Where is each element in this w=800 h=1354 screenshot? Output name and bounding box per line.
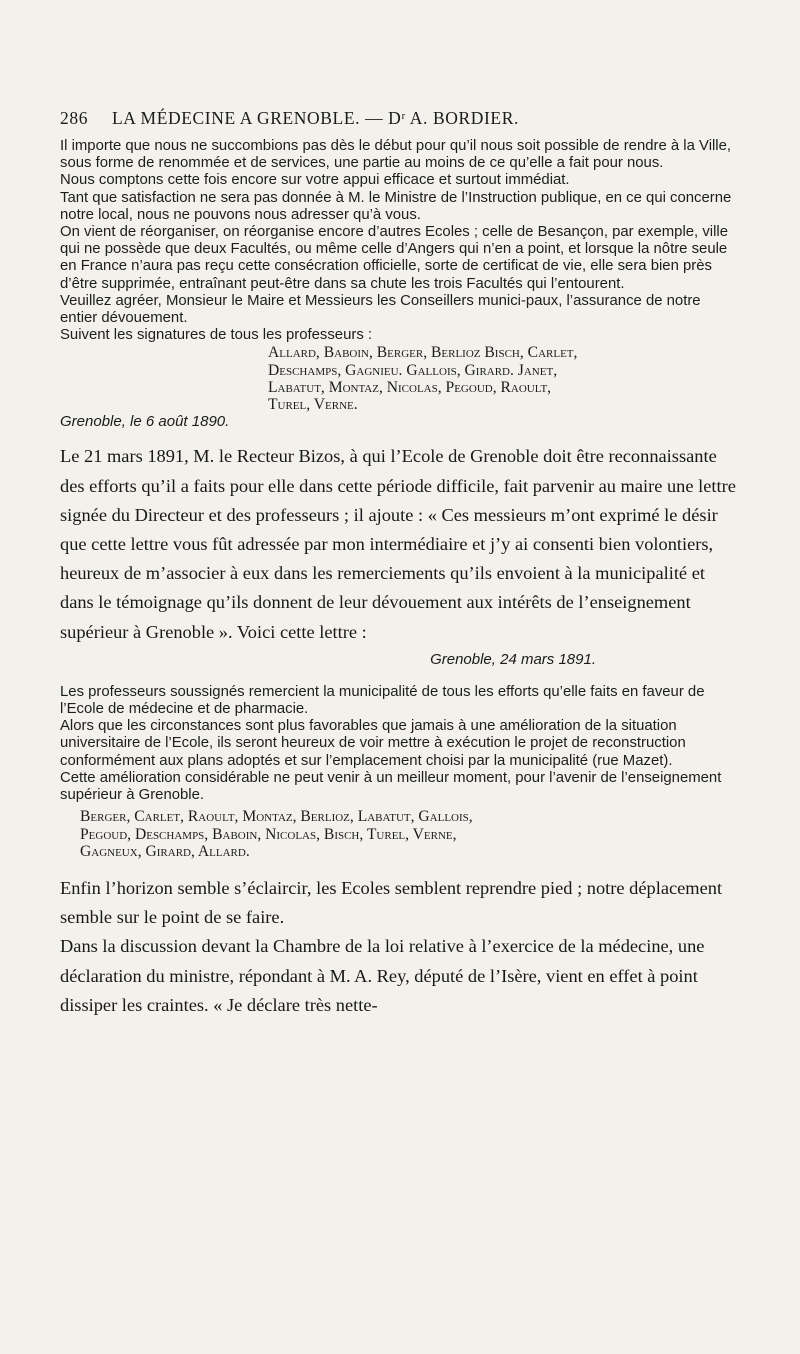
- body-text-1: [60, 442, 736, 646]
- signature-line: Gagneux, Girard, Allard.: [80, 842, 250, 860]
- letter-2-dateline: Grenoble, 24 mars 1891.: [430, 650, 596, 668]
- letter-2-paragraph: Alors que les circonstances sont plus favorables que jamais à une amélioration de la situation universitaire de l’Ecole, ils seront heureux de voir mettre à exécution le projet de reconstruction conformément aux plans adoptés et sur l’emplacement choisi par la municipalité (rue Mazet).: [60, 718, 686, 769]
- signature-line: Berger, Carlet, Raoult, Montaz, Berlioz, Labatut, Gallois,: [80, 808, 473, 826]
- letter-2-signatures: [60, 808, 736, 860]
- body-text-2: [60, 874, 736, 1020]
- letter-1-paragraph: Tant que satisfaction ne sera pas donnée à M. le Ministre de l’Instruction publique, en ce qui concerne notre local, nous ne pouvons nous adresser qu’à vous.: [60, 189, 732, 223]
- running-title: LA MÉDECINE A GRENOBLE. — Dʳ A. BORDIER.: [112, 108, 519, 128]
- letter-2: [60, 684, 736, 804]
- signature-line: Labatut, Montaz, Nicolas, Pegoud, Raoult,: [268, 378, 552, 396]
- body-paragraph: Le 21 mars 1891, M. le Recteur Bizos, à qui l’Ecole de Grenoble doit être reconnaissante des efforts qu’il a faits pour elle dans cette période difficile, fait parvenir au maire une lettre signée du Directeur et des professeurs ; il ajoute : « Ces messieurs m’ont exprimé le désir que cette lettre vous fût adressée par mon intermédiaire et j’y ai consenti bien volontiers, heureux de m’associer à eux dans les remerciements qu’ils envoient à la municipalité et dans le témoignage qu’ils donnent de leur dévouement aux intérêts de l’enseignement supérieur à Grenoble ». Voici cette lettre :: [60, 446, 736, 642]
- letter-1-paragraph: Nous comptons cette fois encore sur votre appui efficace et surtout immédiat.: [60, 172, 570, 189]
- letter-1-dateline: Grenoble, le 6 août 1890.: [60, 413, 230, 431]
- letter-1-signatures: [60, 344, 736, 413]
- signature-line: Turel, Verne.: [268, 396, 358, 414]
- letter-1-paragraph: Veuillez agréer, Monsieur le Maire et Messieurs les Conseillers munici-paux, l’assurance de notre entier dévouement.: [60, 292, 701, 327]
- book-page: [60, 106, 736, 1020]
- signature-line: Deschamps, Gagnieu. Gallois, Girard. Janet,: [268, 361, 558, 379]
- signature-line: Pegoud, Deschamps, Baboin, Nicolas, Bisch, Turel, Verne,: [80, 825, 457, 843]
- signature-line: Allard, Baboin, Berger, Berlioz Bisch, Carlet,: [268, 344, 578, 362]
- running-head: [60, 106, 736, 130]
- letter-1: [60, 138, 736, 344]
- body-paragraph: Enfin l’horizon semble s’éclaircir, les Ecoles semblent reprendre pied ; notre déplacement semble sur le point de se faire.: [60, 877, 723, 928]
- letter-1-paragraph: Il importe que nous ne succombions pas dès le début pour qu’il nous soit possible de rendre à la Ville, sous forme de renommée et de services, une partie au moins de ce qu’elle a fait pour nous.: [60, 138, 732, 172]
- body-paragraph: Dans la discussion devant la Chambre de la loi relative à l’exercice de la médecine, une déclaration du ministre, répondant à M. A. Rey, député de l’Isère, vient en effet à point dissiper les craintes. « Je déclare très nette-: [60, 936, 705, 1015]
- letter-2-paragraph: Cette amélioration considérable ne peut venir à un meilleur moment, pour l’avenir de l’enseignement supérieur à Grenoble.: [60, 769, 722, 804]
- letter-1-paragraph: On vient de réorganiser, on réorganise encore d’autres Ecoles ; celle de Besançon, par exemple, ville qui ne possède que deux Facultés, ou même celle d’Angers qui n’en a point, et lorsque la nôtre seule en France n’aura pas reçu cette consécration officielle, sorte de certificat de vie, elle sera bien près d’être supprimée, entraînant peut-être dans sa chute les trois Facultés qui l’entourent.: [60, 224, 728, 292]
- page-number: 286: [60, 108, 89, 128]
- letter-2-paragraph: Les professeurs soussignés remercient la municipalité de tous les efforts qu’elle faits en faveur de l’Ecole de médecine et de pharmacie.: [60, 683, 705, 718]
- letter-1-paragraph: Suivent les signatures de tous les professeurs :: [60, 327, 373, 344]
